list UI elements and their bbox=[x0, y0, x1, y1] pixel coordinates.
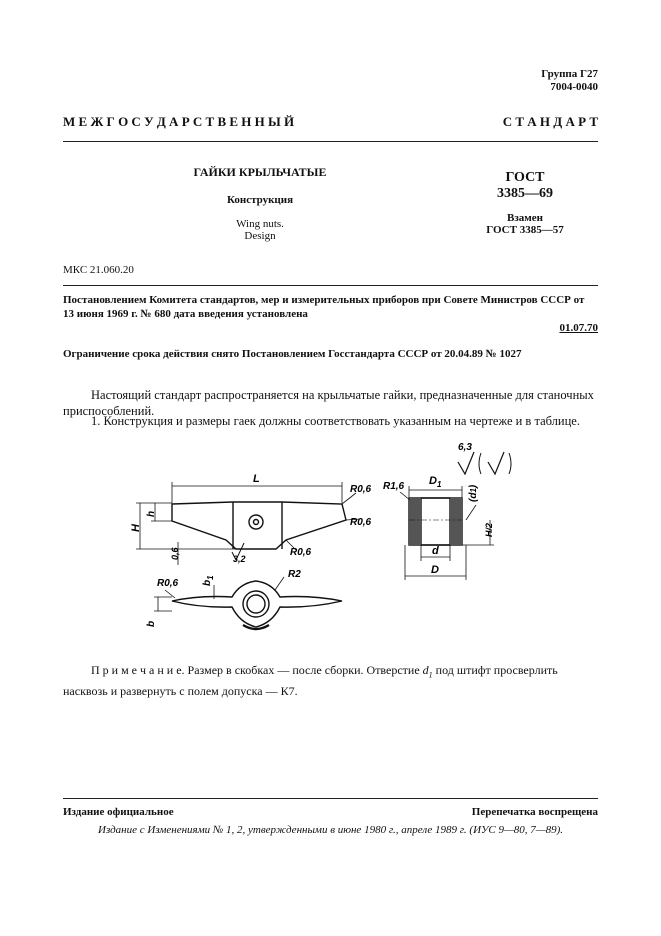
section-view-labels bbox=[383, 442, 494, 576]
dim-b: b bbox=[146, 620, 157, 627]
banner-word-interstate: М Е Ж Г О С У Д А Р С Т В Е Н Н Ы Й bbox=[63, 114, 295, 129]
roughness-label: 6,3 bbox=[458, 442, 472, 453]
gost-block bbox=[470, 170, 580, 236]
english-subtitle: Design bbox=[244, 230, 276, 242]
roughness-value: 3,2 bbox=[233, 554, 246, 564]
reprint-prohibited: Перепечатка воспрещена bbox=[471, 806, 598, 818]
document-subtitle: Конструкция bbox=[226, 194, 294, 206]
drawing-note bbox=[63, 662, 598, 699]
document-title: ГАЙКИ КРЫЛЬЧАТЫЕ bbox=[193, 165, 327, 179]
radius-side-label: R0,6 bbox=[350, 517, 372, 528]
front-view-labels bbox=[130, 473, 372, 564]
top-view-labels bbox=[146, 569, 301, 627]
top-radius-R2: R2 bbox=[288, 569, 301, 580]
dim-H: H bbox=[130, 524, 142, 532]
top-radius-R06: R0,6 bbox=[157, 578, 179, 589]
section-radius-label: R1,6 bbox=[383, 481, 405, 492]
note-label: П р и м е ч а н и е. bbox=[91, 663, 185, 677]
radius-top-label: R0,6 bbox=[350, 484, 372, 495]
mks-rule bbox=[63, 285, 598, 286]
top-view bbox=[154, 577, 342, 629]
note-variable: $d_1$ bbox=[422, 663, 433, 680]
title-block bbox=[150, 165, 370, 242]
classifier-code: 7004-0040 bbox=[550, 81, 598, 93]
dim-b1: $b_1$ bbox=[202, 575, 215, 586]
limit-note: Ограничение срока действия снято Постановлением Госстандарта СССР от 20.04.89 № 1027 bbox=[63, 348, 522, 360]
header-rule bbox=[63, 141, 598, 142]
dim-d: d bbox=[432, 545, 439, 557]
mks-code: МКС 21.060.20 bbox=[63, 264, 134, 276]
note-text-1: Размер в скобках — после сборки. Отверстие bbox=[187, 663, 420, 677]
official-edition: Издание официальное bbox=[63, 806, 174, 818]
dim-D1: $D_1$ bbox=[429, 475, 442, 489]
paragraph-scope: Настоящий стандарт распространяется на крыльчатые гайки, предназначенные для станочных приспособлений. bbox=[63, 388, 594, 418]
dim-h: h bbox=[146, 510, 157, 517]
footer-rule bbox=[63, 798, 598, 799]
dim-D: D bbox=[431, 564, 439, 576]
wing-nut-drawing bbox=[0, 440, 661, 655]
dim-d1: (d1) bbox=[468, 484, 479, 502]
edition-note: Издание с Изменениями № 1, 2, утвержденными в июне 1980 г., апреле 1989 г. (ИУС 9—80, 7—89). bbox=[98, 824, 563, 836]
chamfer-label: 0,6 bbox=[170, 547, 180, 560]
decree-text: Постановлением Комитета стандартов, мер и измерительных приборов при Совете Министров СССР от 13 июня 1969 г. № 680 дата введения установлена bbox=[63, 294, 585, 320]
replaces-standard: ГОСТ 3385—57 bbox=[486, 224, 564, 236]
dim-H-half: H/2 bbox=[484, 522, 494, 537]
radius-bottom-label: R0,6 bbox=[290, 547, 312, 558]
group-code: Группа Г27 bbox=[541, 68, 598, 80]
banner-word-standard: С Т А Н Д А Р Т bbox=[502, 114, 598, 129]
english-title: Wing nuts. bbox=[236, 218, 284, 230]
standard-banner bbox=[63, 114, 598, 130]
note-text-2: под штифт просверлить насквозь и развернуть с полем допуска — К7. bbox=[63, 663, 558, 699]
gost-number: 3385—69 bbox=[497, 186, 553, 201]
section-view bbox=[400, 452, 511, 580]
dim-L: L bbox=[253, 473, 260, 485]
paragraph-clause-1: 1. Конструкция и размеры гаек должны соответствовать указанным на чертеже и в таблице. bbox=[91, 414, 580, 428]
replaces-label: Взамен bbox=[507, 212, 543, 224]
gost-label: ГОСТ bbox=[505, 170, 545, 185]
decree-date: 01.07.70 bbox=[559, 322, 598, 334]
